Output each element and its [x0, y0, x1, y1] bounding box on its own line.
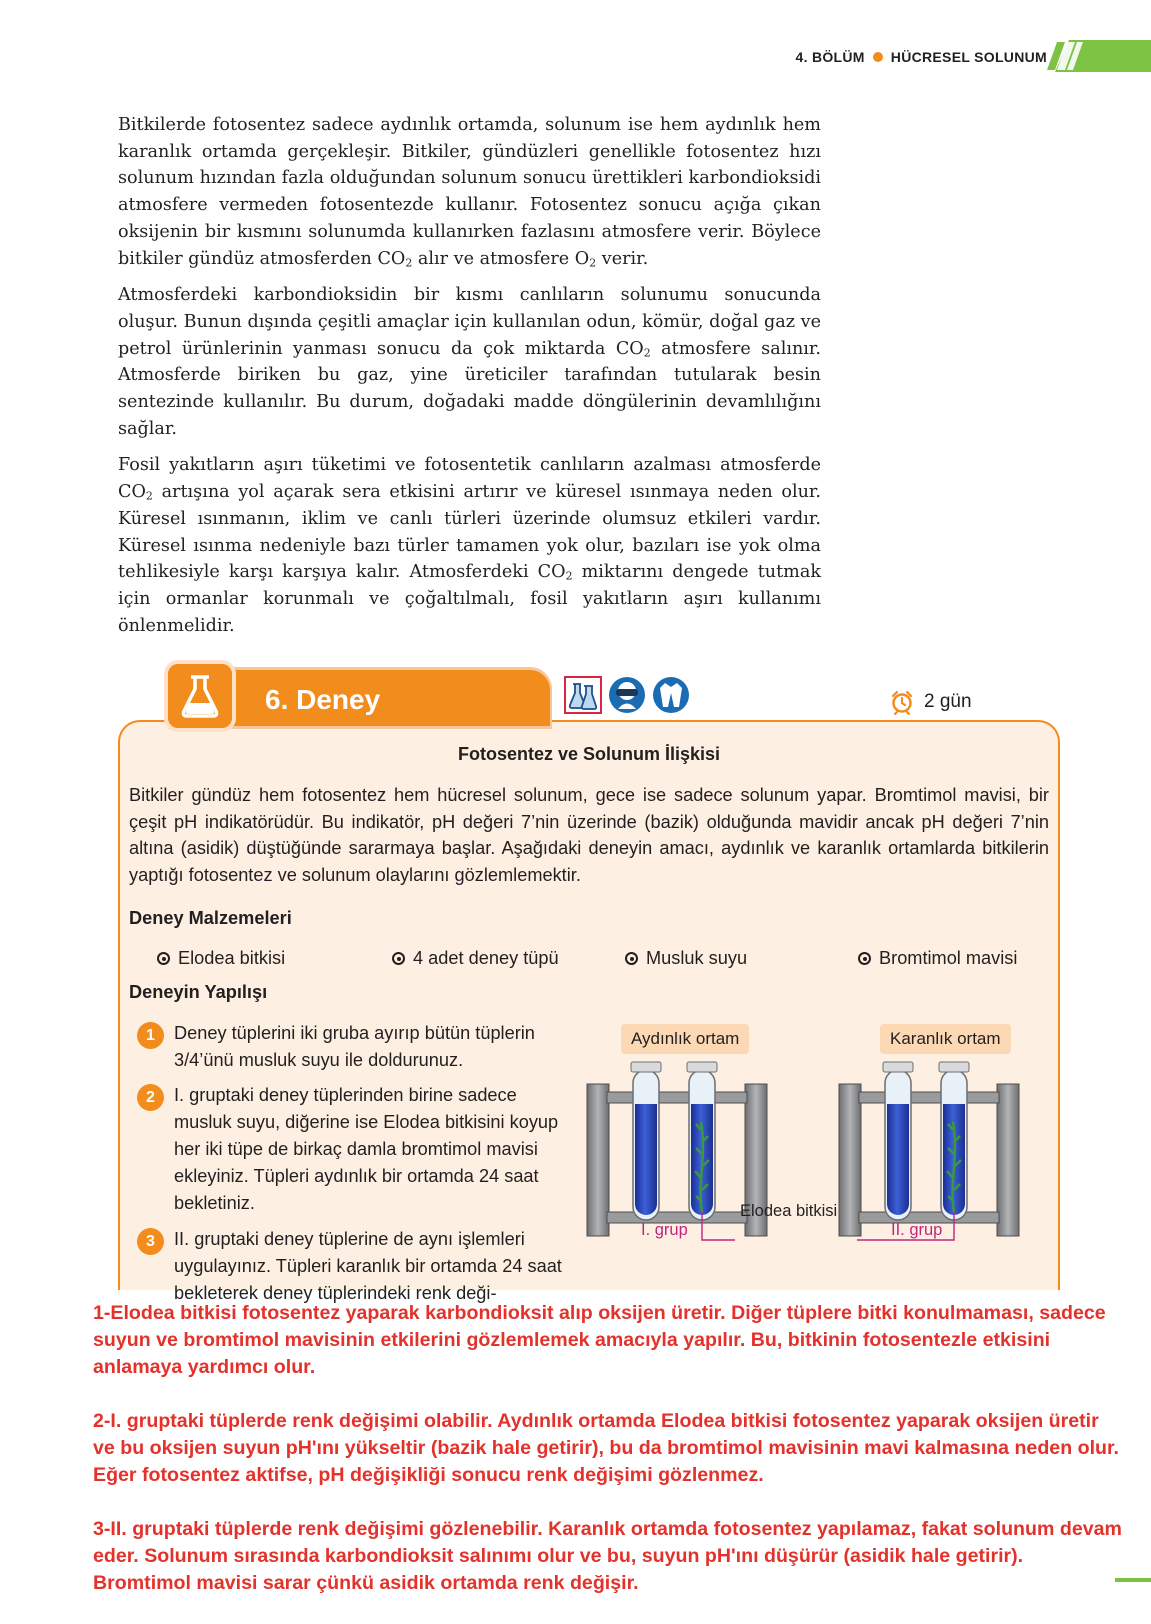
group-2-label: II. grup — [891, 1221, 943, 1239]
p1-text-3: verir. — [596, 248, 649, 269]
material-label: Musluk suyu — [646, 948, 748, 968]
alarm-clock-icon — [890, 690, 914, 714]
experiment-tab-title: 6. Deney — [265, 684, 381, 715]
p3-text-1: Fosil yakıtların aşırı tüketimi ve fotosentetik canlıların azalması atmosferde CO — [118, 455, 821, 503]
chapter-label: 4. BÖLÜM — [795, 49, 865, 65]
p3-text-2: artışına yol açarak sera etkisini artırır ve küresel ısınmaya neden olur. Küresel ısınmanın, iklim ve canlı türleri üzerinde olumsuz etkileri vardır. Küresel ısınma nedeniyle bazı türler tamamen yok olur, bazıları ise yok olma tehlikesiyle karşı karşıya kalır. Atmosferdeki CO — [118, 482, 821, 583]
bullet-dot-icon — [873, 52, 883, 62]
p1-text-1: Bitkilerde fotosentez sadece aydınlık ortamda, solunum ise hem aydınlık hem karanlık ortamda gerçekleşir. Bitkiler, gündüzleri genellikle fotosentez hızı solunum hızından fazla olduğundan solunum sonucu ürettikleri karbondioksidi atmosfere vermeden fotosentezde kullanır. Fotosentez sonucu açığa çıkan oksijenin bir kısmını solunumda kullanırken fazlasını atmosfere verir. Böylece bitkiler gündüz atmosferden CO — [118, 115, 821, 269]
materials-title: Deney Malzemeleri — [129, 908, 292, 928]
lab-coat-icon — [652, 676, 690, 714]
step-text: II. gruptaki deney tüplerine de aynı işlemleri uygulayınız. Tüpleri karanlık bir ortamda 24 saat bekleterek deney tüplerindeki renk deği- — [174, 1229, 562, 1303]
p2-text-1: Atmosferdeki karbondioksidin bir kısmı canlıların solunumu sonucunda oluşur. Bunun dışında çeşitli amaçlar için kullanılan odun, kömür, doğal gaz ve petrol ürünlerinin yanması sonucu da çok miktarda CO — [118, 285, 821, 359]
rack-dark — [839, 1062, 1019, 1236]
paragraph-2 — [118, 282, 821, 442]
procedure-title: Deneyin Yapılışı — [129, 982, 268, 1002]
procedure-step — [137, 1020, 567, 1074]
goggles-icon — [608, 676, 646, 714]
p3-text-3: miktarını dengede tutmak için ormanlar korunmalı ve çoğaltılmalı, fosil yakıtların aşırı kullanımı önlenmelidir. — [118, 562, 821, 636]
p2-text-2: atmosfere salınır. Atmosferde biriken bu gaz, yine üreticiler tarafından tutularak besin sentezinde kullanılır. Bu durum, doğadaki madde döngülerinin devamlılığını sağlar. — [118, 338, 821, 439]
material-label: Bromtimol mavisi — [879, 948, 1018, 968]
page-marker — [1115, 1578, 1151, 1582]
p3-sub-1: 2 — [145, 489, 153, 503]
section-label: HÜCRESEL SOLUNUM — [890, 49, 1047, 65]
light-environment-label: Aydınlık ortam — [621, 1024, 749, 1054]
material-label: Elodea bitkisi — [178, 948, 286, 968]
duration — [890, 690, 972, 714]
material-item — [858, 948, 1017, 969]
experiment-title: Fotosentez ve Solunum İlişkisi — [457, 744, 721, 764]
step-text: I. gruptaki deney tüplerinden birine sadece musluk suyu, diğerine ise Elodea bitkisini koyup her iki tüpe de birkaç damla bromtimol mavisi ekleyiniz. Tüpleri aydınlık bir ortamda 24 saat bekletiniz. — [174, 1085, 559, 1213]
safety-icons — [564, 676, 690, 714]
material-label: 4 adet deney tüpü — [413, 948, 559, 968]
answer-2: 2-I. gruptaki tüplerde renk değişimi olabilir. Aydınlık ortamda Elodea bitkisi fotosentez yaparak oksijen üretir ve bu oksijen suyun pH'ını yükseltir (bazik hale getirir), bu da bromtimol mavisinin mavi kalmasına neden olur. Eğer fotosentez aktifse, pH değişikliği sonucu renk değişimi gözlenmez. — [93, 1410, 1119, 1486]
target-bullet-icon — [625, 952, 638, 965]
target-bullet-icon — [157, 952, 170, 965]
test-tube-diagram — [585, 1018, 1055, 1288]
paragraph-1 — [118, 112, 821, 272]
dark-environment-label: Karanlık ortam — [880, 1024, 1011, 1054]
target-bullet-icon — [392, 952, 405, 965]
p1-text-2: alır ve atmosfere O — [412, 248, 590, 269]
p1-sub-1: 2 — [405, 256, 413, 270]
material-item — [625, 948, 747, 969]
duration-text: 2 gün — [924, 691, 972, 712]
step-text: Deney tüplerini iki gruba ayırıp bütün tüplerin 3/4’ünü musluk suyu ile doldurunuz. — [174, 1023, 535, 1070]
running-header — [795, 49, 1047, 65]
step-number: 1 — [137, 1022, 164, 1049]
header-stripe-icon — [1049, 40, 1151, 72]
p1-sub-2: 2 — [589, 256, 597, 270]
step-number: 2 — [137, 1084, 164, 1111]
answers-block — [93, 1300, 1123, 1624]
elodea-label: Elodea bitkisi — [740, 1202, 838, 1220]
answer-3: 3-II. gruptaki tüplerde renk değişimi gözlenebilir. Karanlık ortamda fotosentez yapılamaz, fakat solunum devam eder. Solunum sırasında karbondioksit salınımı olur ve bu, suyun pH'ını düşürür (asidik hale getirir). Bromtimol mavisi sarar çünkü asidik ortamda renk değişir. — [93, 1518, 1122, 1594]
p3-sub-2: 2 — [565, 569, 573, 583]
procedure-step — [137, 1226, 567, 1303]
answer-1: 1-Elodea bitkisi fotosentez yaparak karbondioksit alıp oksijen üretir. Diğer tüplere bitki konulmaması, sadece suyun ve bromtimol mavisinin etkilerini gözlemlemek amacıyla yapılır. Bu, bitkinin fotosentezle etkisini anlamaya yardımcı olur. — [93, 1302, 1106, 1378]
step-number: 3 — [137, 1228, 164, 1255]
material-item — [392, 948, 559, 969]
body-text — [118, 112, 821, 649]
glassware-icon — [564, 676, 602, 714]
p2-sub-1: 2 — [643, 346, 651, 360]
material-item — [157, 948, 285, 969]
procedure-step — [137, 1082, 567, 1217]
flask-icon — [164, 660, 236, 732]
group-1-label: I. grup — [641, 1221, 688, 1239]
target-bullet-icon — [858, 952, 871, 965]
experiment-intro: Bitkiler gündüz hem fotosentez hem hücresel solunum, gece ise sadece solunum yapar. Bromtimol mavisi, bir çeşit pH indikatörüdür. Bu indikatör, pH değeri 7’nin üzerinde (bazik) olduğunda mavidir ancak pH değeri 7’nin altına (asidik) düştüğünde sararmaya başlar. Aşağıdaki deneyin amacı, aydınlık ve karanlık ortamlarda bitkilerin yaptığı fotosentez ve solunum olaylarını gözlemlemektir. — [129, 785, 1049, 885]
paragraph-3 — [118, 452, 821, 639]
